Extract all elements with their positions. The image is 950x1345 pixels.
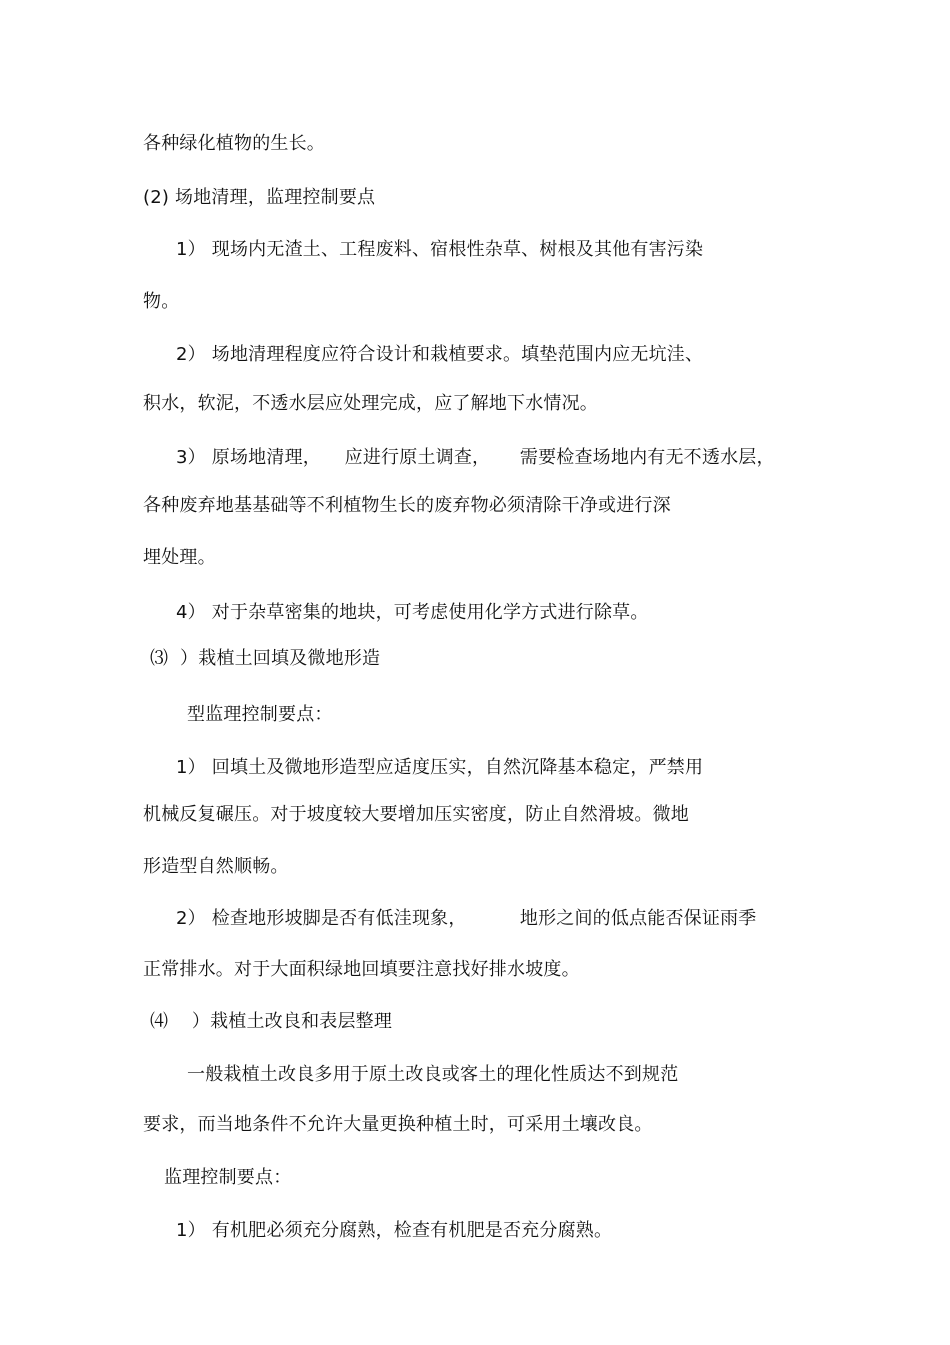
list-item-line: 2） 场地清理程度应符合设计和栽植要求。填垫范围内应无坑洼、 <box>176 344 704 365</box>
text-line: 形造型自然顺畅。 <box>143 856 289 877</box>
text-line: 要求，而当地条件不允许大量更换种植土时，可采用土壤改良。 <box>143 1114 653 1135</box>
text-line: 物。 <box>143 291 180 312</box>
section-heading: ⑷ ）栽植土改良和表层整理 <box>150 1011 393 1032</box>
list-item-line: 2） 检查地形坡脚是否有低洼现象， 地形之间的低点能否保证雨季 <box>176 908 757 929</box>
text-line: 各种废弃地基基础等不利植物生长的废弃物必须清除干净或进行深 <box>143 495 671 516</box>
list-item-line: 1） 现场内无渣土、工程废料、宿根性杂草、树根及其他有害污染 <box>176 239 704 260</box>
section-heading: ⑶ ）栽植土回填及微地形造 <box>150 648 381 669</box>
text-line: 各种绿化植物的生长。 <box>143 133 325 154</box>
text-line: 积水，软泥，不透水层应处理完成，应了解地下水情况。 <box>143 393 598 414</box>
list-item-line: 1） 有机肥必须充分腐熟，检查有机肥是否充分腐熟。 <box>176 1220 613 1241</box>
text-line: 一般栽植土改良多用于原土改良或客土的理化性质达不到规范 <box>187 1064 679 1085</box>
text-line: 正常排水。对于大面积绿地回填要注意找好排水坡度。 <box>143 959 580 980</box>
list-item-line: 3） 原场地清理， 应进行原土调查， 需要检查场地内有无不透水层， <box>176 447 775 468</box>
text-line: 机械反复碾压。对于坡度较大要增加压实密度，防止自然滑坡。微地 <box>143 804 689 825</box>
text-line: 监理控制要点： <box>164 1167 292 1188</box>
list-item-line: 4） 对于杂草密集的地块，可考虑使用化学方式进行除草。 <box>176 602 649 623</box>
text-line: 型监理控制要点： <box>187 704 333 725</box>
list-item-line: 1） 回填土及微地形造型应适度压实，自然沉降基本稳定，严禁用 <box>176 757 704 778</box>
section-heading: (2) 场地清理，监理控制要点 <box>143 187 376 208</box>
text-line: 埋处理。 <box>143 547 216 568</box>
